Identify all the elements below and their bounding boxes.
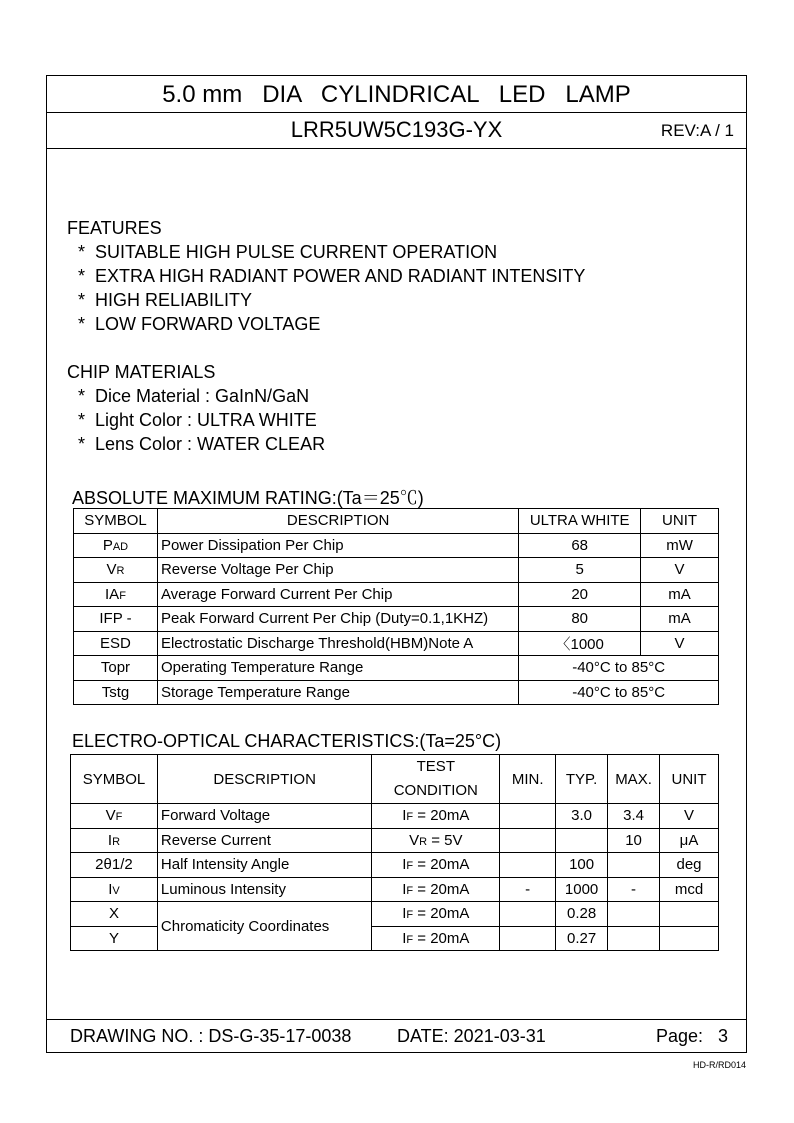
table-row <box>74 533 719 558</box>
abs-table-title: ABSOLUTE MAXIMUM RATING:(Ta＝25℃) <box>72 488 424 508</box>
abs-max-table <box>73 508 719 705</box>
condition-cell: IF = 20mA <box>372 877 500 902</box>
condition-cell: VR = 5V <box>372 828 500 853</box>
description-cell: Electrostatic Discharge Threshold(HBM)Note A <box>157 631 518 656</box>
typ-cell: 0.27 <box>556 926 608 951</box>
col-header: DESCRIPTION <box>157 509 518 534</box>
unit-cell: mcd <box>660 877 719 902</box>
symbol-cell: VF <box>71 804 158 829</box>
revision: REV:A / 1 <box>660 121 734 140</box>
condition-cell: IF = 20mA <box>372 926 500 951</box>
table-row <box>71 804 719 829</box>
col-header: MAX. <box>608 755 660 804</box>
symbol-cell: PAD <box>74 533 158 558</box>
min-cell <box>500 902 556 927</box>
symbol-cell: ESD <box>74 631 158 656</box>
unit-cell: V <box>641 631 719 656</box>
min-cell <box>500 804 556 829</box>
unit-cell <box>660 926 719 951</box>
description-cell: Luminous Intensity <box>157 877 372 902</box>
max-cell <box>608 926 660 951</box>
col-header: TEST CONDITION <box>372 755 500 804</box>
max-cell: - <box>608 877 660 902</box>
page-number: Page: 3 <box>655 1026 728 1046</box>
description-cell: Operating Temperature Range <box>157 656 518 681</box>
symbol-cell: Y <box>71 926 158 951</box>
max-cell: 3.4 <box>608 804 660 829</box>
table-row <box>71 877 719 902</box>
drawing-number: DRAWING NO. : DS-G-35-17-0038 <box>70 1026 352 1046</box>
min-cell <box>500 853 556 878</box>
typ-cell <box>556 828 608 853</box>
chip-item: * Dice Material : GaInN/GaN <box>78 386 310 406</box>
feature-item: * SUITABLE HIGH PULSE CURRENT OPERATION <box>78 242 498 262</box>
col-header: DESCRIPTION <box>157 755 372 804</box>
symbol-cell: Topr <box>74 656 158 681</box>
value-cell: 68 <box>519 533 641 558</box>
value-cell: 5 <box>519 558 641 583</box>
condition-cell: IF = 20mA <box>372 804 500 829</box>
table-row <box>74 680 719 705</box>
min-cell <box>500 828 556 853</box>
table-row <box>74 656 719 681</box>
description-cell: Half Intensity Angle <box>157 853 372 878</box>
min-cell: - <box>500 877 556 902</box>
value-cell: 20 <box>519 582 641 607</box>
symbol-cell: IR <box>71 828 158 853</box>
document-title: 5.0 mm DIA CYLINDRICAL LED LAMP <box>47 76 746 113</box>
condition-cell: IF = 20mA <box>372 853 500 878</box>
col-header: MIN. <box>500 755 556 804</box>
max-cell: 10 <box>608 828 660 853</box>
description-cell: Chromaticity Coordinates <box>157 902 372 951</box>
col-header: ULTRA WHITE <box>519 509 641 534</box>
table-row <box>74 582 719 607</box>
typ-cell: 1000 <box>556 877 608 902</box>
col-header: SYMBOL <box>74 509 158 534</box>
value-cell: -40°C to 85°C <box>519 680 719 705</box>
chip-item: * Light Color : ULTRA WHITE <box>78 410 317 430</box>
table-header-row <box>74 509 719 534</box>
drawing-date: DATE: 2021-03-31 <box>397 1026 546 1046</box>
unit-cell: V <box>660 804 719 829</box>
table-row <box>74 631 719 656</box>
table-row <box>71 853 719 878</box>
unit-cell: deg <box>660 853 719 878</box>
condition-cell: IF = 20mA <box>372 902 500 927</box>
col-header: TYP. <box>556 755 608 804</box>
electro-optical-table <box>70 754 719 951</box>
symbol-cell: IV <box>71 877 158 902</box>
symbol-cell: IFP - <box>74 607 158 632</box>
description-cell: Reverse Voltage Per Chip <box>157 558 518 583</box>
symbol-cell: Tstg <box>74 680 158 705</box>
max-cell <box>608 853 660 878</box>
table-row <box>71 902 719 927</box>
description-cell: Average Forward Current Per Chip <box>157 582 518 607</box>
col-header: SYMBOL <box>71 755 158 804</box>
max-cell <box>608 902 660 927</box>
unit-cell: V <box>641 558 719 583</box>
description-cell: Peak Forward Current Per Chip (Duty=0.1,1KHZ) <box>157 607 518 632</box>
col-header: UNIT <box>641 509 719 534</box>
typ-cell: 0.28 <box>556 902 608 927</box>
part-number-row <box>47 112 746 149</box>
value-cell: -40°C to 85°C <box>519 656 719 681</box>
min-cell <box>500 926 556 951</box>
feature-item: * EXTRA HIGH RADIANT POWER AND RADIANT INTENSITY <box>78 266 586 286</box>
symbol-cell: 2θ1/2 <box>71 853 158 878</box>
feature-item: * LOW FORWARD VOLTAGE <box>78 314 321 334</box>
footer <box>47 1019 746 1052</box>
chip-heading: CHIP MATERIALS <box>67 362 216 382</box>
table-row <box>74 558 719 583</box>
description-cell: Reverse Current <box>157 828 372 853</box>
col-header: UNIT <box>660 755 719 804</box>
description-cell: Storage Temperature Range <box>157 680 518 705</box>
typ-cell: 100 <box>556 853 608 878</box>
value-cell: 80 <box>519 607 641 632</box>
unit-cell: mA <box>641 582 719 607</box>
table-row <box>71 828 719 853</box>
features-heading: FEATURES <box>67 218 162 238</box>
description-cell: Forward Voltage <box>157 804 372 829</box>
unit-cell <box>660 902 719 927</box>
form-code: HD-R/RD014 <box>692 1060 746 1070</box>
chip-section <box>67 360 325 456</box>
unit-cell: μA <box>660 828 719 853</box>
feature-item: * HIGH RELIABILITY <box>78 290 253 310</box>
description-cell: Power Dissipation Per Chip <box>157 533 518 558</box>
symbol-cell: X <box>71 902 158 927</box>
document-frame <box>46 75 747 1053</box>
unit-cell: mW <box>641 533 719 558</box>
chip-item: * Lens Color : WATER CLEAR <box>78 434 326 454</box>
value-cell: 〈1000 <box>519 631 641 656</box>
unit-cell: mA <box>641 607 719 632</box>
features-section <box>67 216 585 336</box>
symbol-cell: IAF <box>74 582 158 607</box>
table-header-row <box>71 755 719 804</box>
eo-table-title: ELECTRO-OPTICAL CHARACTERISTICS:(Ta=25°C) <box>72 731 502 751</box>
table-row <box>74 607 719 632</box>
part-number: LRR5UW5C193G-YX <box>290 117 503 142</box>
typ-cell: 3.0 <box>556 804 608 829</box>
symbol-cell: VR <box>74 558 158 583</box>
